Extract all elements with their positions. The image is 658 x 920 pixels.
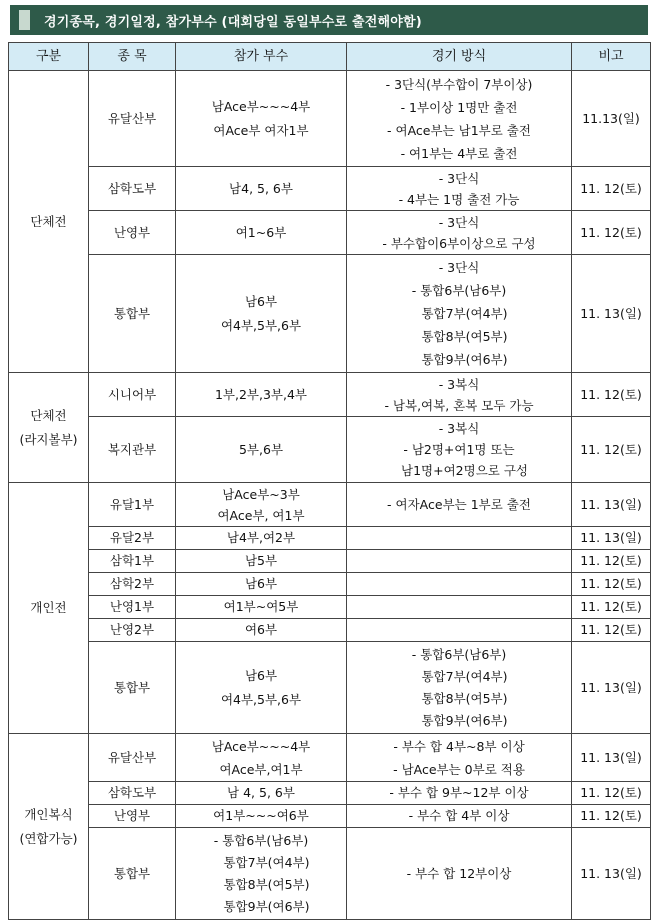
- method-line: - 3단식: [438, 214, 480, 230]
- event-cell: 삼학도부: [89, 167, 176, 211]
- participants-line: 여1부~~~여6부: [213, 808, 309, 823]
- method-line: - 부수 합 4부~8부 이상: [393, 738, 525, 754]
- table-row: [9, 527, 651, 550]
- participants-line: 남6부: [244, 576, 278, 591]
- method-cell: [347, 642, 572, 734]
- method-line: 통합8부(여5부): [421, 690, 508, 706]
- table-row: [9, 255, 651, 373]
- method-cell: [347, 167, 572, 211]
- participants-line: - 통합6부(남6부): [213, 832, 309, 848]
- method-cell: [347, 417, 572, 483]
- title-marker: [19, 10, 30, 30]
- participants-line: 통합9부(여6부): [223, 898, 310, 914]
- method-line: 통합9부(여6부): [421, 352, 508, 367]
- method-line: - 부수 합 9부~12부 이상: [389, 785, 529, 800]
- category-cell: [9, 483, 89, 734]
- participants-cell: [176, 483, 347, 527]
- note-cell: 11. 13(일): [572, 734, 651, 782]
- note-cell: 11. 12(토): [572, 417, 651, 483]
- method-line: - 4부는 1명 출전 가능: [398, 191, 520, 207]
- schedule-table: [8, 42, 651, 920]
- method-cell: [347, 483, 572, 527]
- note-cell: 11.13(일): [572, 71, 651, 167]
- method-line: - 부수 합 4부 이상: [408, 808, 510, 823]
- method-line: - 3단식: [438, 260, 480, 275]
- event-cell: 난영부: [89, 805, 176, 828]
- method-line: - 여자Ace부는 1부로 출전: [387, 496, 531, 512]
- event-cell: 유달산부: [89, 734, 176, 782]
- note-cell: 11. 13(일): [572, 483, 651, 527]
- method-line: - 여1부는 4부로 출전: [400, 145, 518, 161]
- table-row: [9, 805, 651, 828]
- participants-line: 남 4, 5, 6부: [227, 785, 295, 800]
- method-line: - 남Ace부는 0부로 적용: [393, 761, 525, 777]
- method-cell: [347, 782, 572, 805]
- table-row: [9, 619, 651, 642]
- header-note: 비고: [572, 43, 651, 71]
- category-label: 개인전: [30, 600, 67, 615]
- note-cell: 11. 12(토): [572, 373, 651, 417]
- participants-line: 남6부: [244, 293, 278, 309]
- event-cell: 통합부: [89, 642, 176, 734]
- header-row: [9, 43, 651, 71]
- participants-line: 남Ace부~~~4부: [211, 738, 311, 754]
- method-line: - 여Ace부는 남1부로 출전: [387, 122, 531, 138]
- method-line: - 통합6부(남6부): [411, 283, 507, 298]
- method-line: - 남복,여복, 혼복 모두 가능: [384, 397, 534, 413]
- note-cell: 11. 12(토): [572, 211, 651, 255]
- participants-line: 남4, 5, 6부: [229, 180, 293, 196]
- method-line: - 3단식(부수합이 7부이상): [385, 76, 533, 92]
- participants-line: 통합7부(여4부): [223, 854, 310, 870]
- note-cell: 11. 12(토): [572, 550, 651, 573]
- event-cell: 난영1부: [89, 596, 176, 619]
- header-method: 경기 방식: [347, 43, 572, 71]
- method-line: 통합7부(여4부): [421, 306, 508, 321]
- method-cell: [347, 527, 572, 550]
- event-cell: 복지관부: [89, 417, 176, 483]
- participants-line: 통합8부(여5부): [223, 876, 310, 892]
- method-line: - 부수합이6부이상으로 구성: [382, 235, 536, 251]
- participants-line: 5부,6부: [238, 441, 284, 457]
- method-line: - 남2명+여1명 또는: [403, 442, 515, 457]
- note-cell: 11. 12(토): [572, 782, 651, 805]
- table-row: [9, 596, 651, 619]
- category-label: (연합가능): [19, 830, 78, 846]
- participants-cell: [176, 167, 347, 211]
- participants-line: 남5부: [244, 553, 278, 568]
- table-row: [9, 373, 651, 417]
- note-cell: 11. 13(일): [572, 527, 651, 550]
- table-row: [9, 782, 651, 805]
- method-cell: [347, 734, 572, 782]
- participants-line: 여Ace부 여자1부: [213, 122, 309, 138]
- table-row: [9, 550, 651, 573]
- participants-cell: [176, 805, 347, 828]
- participants-cell: [176, 71, 347, 167]
- category-label: 단체전: [30, 213, 67, 229]
- method-cell: [347, 373, 572, 417]
- event-cell: 유달산부: [89, 71, 176, 167]
- page-title: 경기종목, 경기일정, 참가부수 (대회당일 동일부수로 출전해야함): [44, 15, 422, 30]
- method-cell: [347, 71, 572, 167]
- participants-cell: [176, 255, 347, 373]
- category-label: (라지볼부): [19, 431, 78, 447]
- participants-cell: [176, 211, 347, 255]
- note-cell: 11. 13(일): [572, 828, 651, 920]
- method-line: 통합7부(여4부): [421, 668, 508, 684]
- title-bar: [10, 5, 648, 35]
- method-cell: [347, 596, 572, 619]
- category-cell: [9, 734, 89, 920]
- table-row: [9, 483, 651, 527]
- method-cell: [347, 550, 572, 573]
- method-cell: [347, 211, 572, 255]
- event-cell: 삼학2부: [89, 573, 176, 596]
- participants-line: 남4부,여2부: [226, 530, 296, 545]
- table-row: [9, 417, 651, 483]
- participants-line: 여4부,5부,6부: [220, 691, 302, 707]
- event-cell: 유달2부: [89, 527, 176, 550]
- event-cell: 시니어부: [89, 373, 176, 417]
- table-row: [9, 167, 651, 211]
- note-cell: 11. 12(토): [572, 596, 651, 619]
- participants-cell: [176, 550, 347, 573]
- event-cell: 유달1부: [89, 483, 176, 527]
- participants-line: 1부,2부,3부,4부: [214, 386, 308, 402]
- participants-line: 여Ace부, 여1부: [217, 507, 305, 523]
- category-cell: [9, 373, 89, 483]
- header-event: 종 목: [89, 43, 176, 71]
- note-cell: 11. 13(일): [572, 255, 651, 373]
- table-row: [9, 734, 651, 782]
- category-cell: [9, 71, 89, 373]
- note-cell: 11. 12(토): [572, 619, 651, 642]
- participants-line: 여1~6부: [235, 224, 287, 240]
- participants-cell: [176, 417, 347, 483]
- participants-cell: [176, 596, 347, 619]
- participants-line: 여6부: [244, 622, 278, 637]
- participants-line: 남6부: [244, 667, 278, 683]
- note-cell: 11. 13(일): [572, 642, 651, 734]
- event-cell: 통합부: [89, 828, 176, 920]
- participants-cell: [176, 527, 347, 550]
- method-line: - 1부이상 1명만 출전: [400, 99, 518, 115]
- header-participants: 참가 부수: [176, 43, 347, 71]
- table-row: [9, 642, 651, 734]
- category-label: 단체전: [30, 407, 67, 423]
- participants-cell: [176, 619, 347, 642]
- header-category: 구분: [9, 43, 89, 71]
- participants-cell: [176, 373, 347, 417]
- note-cell: 11. 12(토): [572, 573, 651, 596]
- participants-cell: [176, 734, 347, 782]
- method-cell: [347, 805, 572, 828]
- table-row: [9, 71, 651, 167]
- participants-cell: [176, 573, 347, 596]
- participants-line: 여Ace부,여1부: [219, 761, 303, 777]
- method-cell: [347, 619, 572, 642]
- method-cell: [347, 573, 572, 596]
- method-line: - 부수 합 12부이상: [406, 865, 512, 881]
- method-line: 통합8부(여5부): [421, 329, 508, 344]
- event-cell: 삼학도부: [89, 782, 176, 805]
- method-cell: [347, 255, 572, 373]
- event-cell: 통합부: [89, 255, 176, 373]
- participants-line: 남Ace부~3부: [222, 486, 300, 502]
- method-line: 남1명+여2명으로 구성: [401, 463, 528, 478]
- method-line: - 3복식: [438, 421, 480, 436]
- participants-cell: [176, 642, 347, 734]
- event-cell: 난영2부: [89, 619, 176, 642]
- table-row: [9, 211, 651, 255]
- method-line: - 3단식: [438, 170, 480, 186]
- event-cell: 난영부: [89, 211, 176, 255]
- method-line: - 3복식: [438, 376, 480, 392]
- participants-line: 남Ace부~~~4부: [211, 98, 311, 114]
- method-line: - 통합6부(남6부): [411, 646, 507, 662]
- participants-line: 여4부,5부,6부: [220, 317, 302, 333]
- category-label: 개인복식: [24, 806, 73, 822]
- table-body: [9, 71, 651, 920]
- note-cell: 11. 12(토): [572, 167, 651, 211]
- method-line: 통합9부(여6부): [421, 712, 508, 728]
- participants-cell: [176, 782, 347, 805]
- table-row: [9, 573, 651, 596]
- note-cell: 11. 12(토): [572, 805, 651, 828]
- participants-line: 여1부~여5부: [223, 599, 299, 614]
- event-cell: 삼학1부: [89, 550, 176, 573]
